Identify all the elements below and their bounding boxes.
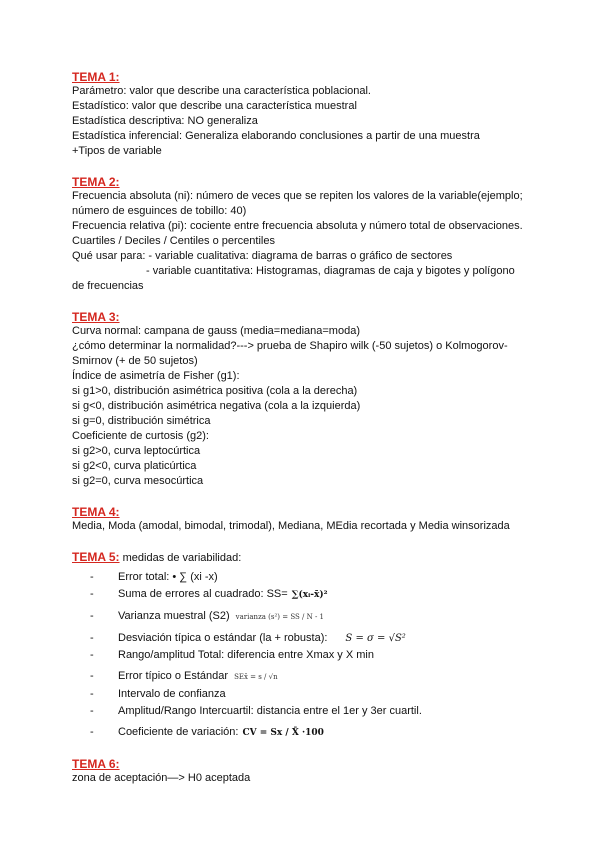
tema-2-heading: TEMA 2: bbox=[72, 175, 120, 189]
item-text: Error típico o Estándar bbox=[118, 670, 229, 682]
item-text: Intervalo de confianza bbox=[118, 688, 226, 700]
item-text: Suma de errores al cuadrado: SS= bbox=[118, 588, 288, 600]
std-dev-formula: S = σ = √S² bbox=[345, 633, 406, 644]
tema-2-line: Cuartiles / Deciles / Centiles o percentiles bbox=[72, 235, 275, 247]
tema-3-line: si g=0, distribución simétrica bbox=[72, 415, 211, 427]
tema-3-line: Coeficiente de curtosis (g2): bbox=[72, 430, 209, 442]
tema-3-line: Curva normal: campana de gauss (media=mediana=moda) bbox=[72, 325, 360, 337]
tema-1-line: Estadístico: valor que describe una característica muestral bbox=[72, 100, 357, 112]
tema-2-line: de frecuencias bbox=[72, 280, 144, 292]
tema-2-line: Qué usar para: - variable cualitativa: diagrama de barras o gráfico de sectores bbox=[72, 250, 453, 262]
tema-5-heading-line bbox=[72, 550, 542, 566]
tema-3-line: Índice de asimetría de Fisher (g1): bbox=[72, 370, 240, 382]
tema-1-line: Estadística inferencial: Generaliza elaborando conclusiones a partir de una muestra bbox=[72, 130, 480, 142]
tema-3-line: ¿cómo determinar la normalidad?---> prueba de Shapiro wilk (-50 sujetos) o Kolmogorov-Smirnov (+ de 50 sujetos) bbox=[72, 340, 508, 367]
section-tema-1 bbox=[72, 70, 542, 159]
tema-6-heading: TEMA 6: bbox=[72, 757, 120, 771]
variability-list bbox=[72, 570, 542, 741]
tema-1-heading: TEMA 1: bbox=[72, 70, 120, 84]
tema-3-heading: TEMA 3: bbox=[72, 310, 120, 324]
tema-3-line: si g2<0, curva platicúrtica bbox=[72, 460, 197, 472]
tema-3-line: si g2=0, curva mesocúrtica bbox=[72, 475, 204, 487]
tema-3-line: si g2>0, curva leptocúrtica bbox=[72, 445, 201, 457]
section-tema-5 bbox=[72, 550, 542, 741]
tema-2-line: - variable cuantitativa: Histogramas, diagramas de caja y bigotes y polígono bbox=[146, 265, 515, 277]
list-item bbox=[90, 648, 542, 663]
list-item bbox=[90, 605, 542, 625]
list-item bbox=[90, 721, 542, 741]
section-tema-3 bbox=[72, 310, 542, 489]
tema-3-line: si g1>0, distribución asimétrica positiva (cola a la derecha) bbox=[72, 385, 358, 397]
tema-5-heading: TEMA 5: bbox=[72, 550, 120, 564]
tema-5-subtitle: medidas de variabilidad: bbox=[119, 552, 242, 564]
list-item bbox=[90, 570, 542, 585]
list-item bbox=[90, 665, 542, 685]
list-item bbox=[90, 627, 542, 646]
tema-4-line: Media, Moda (amodal, bimodal, trimodal), Mediana, MEdia recortada y Media winsorizada bbox=[72, 520, 510, 532]
tema-6-line: zona de aceptación—> H0 aceptada bbox=[72, 772, 251, 784]
item-text: Amplitud/Rango Intercuartil: distancia entre el 1er y 3er cuartil. bbox=[118, 705, 422, 717]
tema-4-heading: TEMA 4: bbox=[72, 505, 120, 519]
tema-2-line: Frecuencia relativa (pi): cociente entre frecuencia absoluta y número total de observaciones. bbox=[72, 220, 523, 232]
item-text: Coeficiente de variación: bbox=[118, 726, 239, 738]
item-text: Varianza muestral (S2) bbox=[118, 610, 230, 622]
tema-1-line: Estadística descriptiva: NO generaliza bbox=[72, 115, 258, 127]
list-item bbox=[90, 687, 542, 702]
section-tema-4 bbox=[72, 505, 542, 534]
list-item bbox=[90, 587, 542, 603]
tema-1-line: +Tipos de variable bbox=[72, 145, 162, 157]
item-text: Rango/amplitud Total: diferencia entre Xmax y X min bbox=[118, 649, 374, 661]
tema-2-line: Frecuencia absoluta (ni): número de veces que se repiten los valores de la variable(ejemplo; número de esguinces de tobillo: 40) bbox=[72, 190, 523, 217]
document-page bbox=[72, 70, 542, 802]
variance-formula: varianza (s²) = SS / N - 1 bbox=[235, 613, 324, 621]
list-item bbox=[90, 704, 542, 719]
section-tema-6 bbox=[72, 757, 542, 786]
cv-formula: CV = Sx / X̄ ·100 bbox=[242, 728, 324, 738]
item-text: Error total: • ∑ (xi -x) bbox=[118, 571, 218, 583]
section-tema-2 bbox=[72, 175, 542, 294]
tema-1-line: Parámetro: valor que describe una característica poblacional. bbox=[72, 85, 371, 97]
ss-formula: ∑(xᵢ-x̄)² bbox=[291, 590, 328, 600]
standard-error-formula: SEx̄ = s / √n bbox=[234, 673, 278, 681]
tema-3-line: si g<0, distribución asimétrica negativa (cola a la izquierda) bbox=[72, 400, 361, 412]
item-text: Desviación típica o estándar (la + robusta): bbox=[118, 632, 328, 644]
